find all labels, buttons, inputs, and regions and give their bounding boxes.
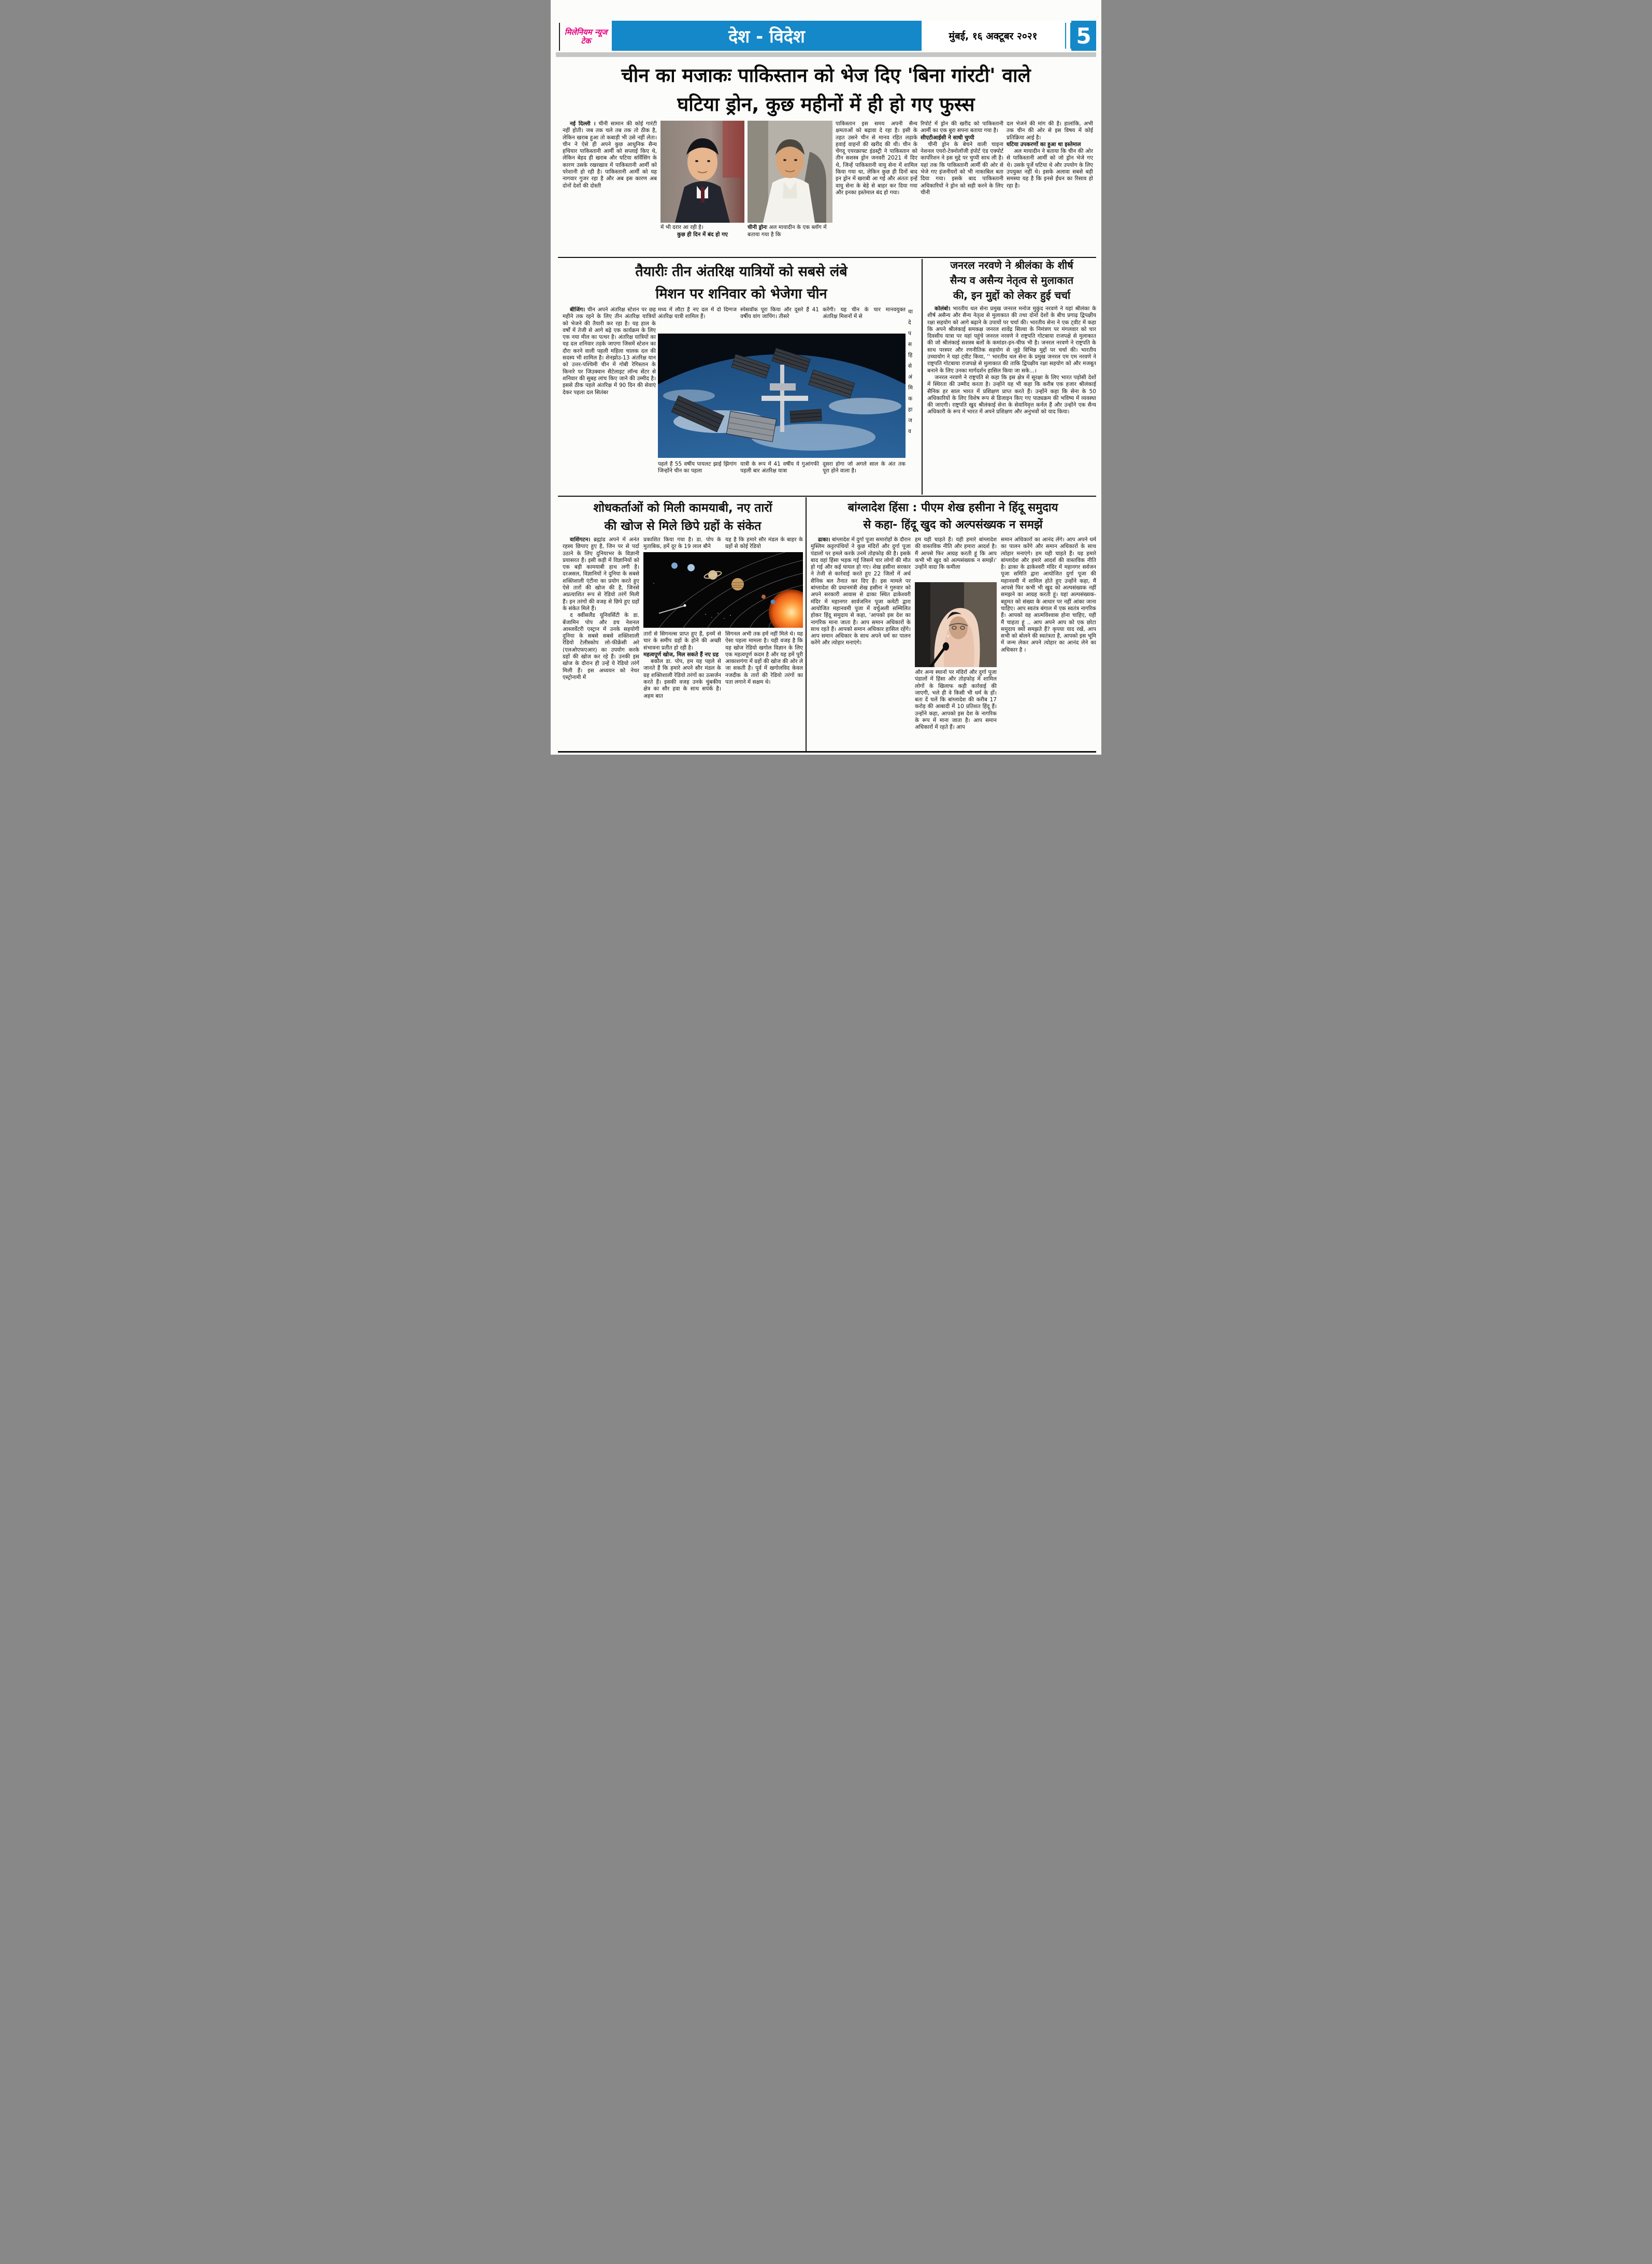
page-number: 5 xyxy=(1071,21,1096,51)
naravane-story-headline xyxy=(927,258,1096,303)
headline-line: शोधकर्ताओं को मिली कामयाबी, नए तारों xyxy=(593,501,772,515)
drone-col-3 xyxy=(836,121,917,254)
bangladesh-col2-top-text: हम यही चाहते हैं। यही हमारे बांग्लादेश की वास्तविक नीति और हमारा आदर्श है। मैं आपसे फिर आग्रह करती हूं कि आप कभी भी खुद को अल्पसंख्यक न समझें।' उन्होंने वादा कि कमीला xyxy=(915,537,997,571)
headline-line: चीन का मजाकः पाकिस्तान को भेज दिए 'बिना गांरटी' वाले xyxy=(621,64,1031,86)
dateline-lead: कोलंबो। xyxy=(935,306,951,312)
sheikh-hasina-photo xyxy=(915,582,997,667)
headline-line: तैयारीः तीन अंतरिक्ष यात्रियों को सबसे लंबे xyxy=(635,264,847,280)
headline-line: की खोज से मिले छिपे ग्रहों के संकेत xyxy=(604,519,762,533)
header-rule xyxy=(556,52,1096,57)
bangladesh-col3-text: समान अधिकारों का आनंद लेंगे। आप अपने धर्म का पालन करेंगे और समान अधिकारों के साथ त्योहार मनाएंगे। हम यही चाहते हैं। यह हमारे बांग्लादेश और हमारे आदर्श की वास्तविक नीति है। ढाका के ढाकेश्वरी मंदिर में महानगर सर्वजन पूजा समिति द्वारा आयोजित दुर्गा पूजा की महानवमी में शामिल होते हुए उन्होंने कहा, मैं आपसे फिर कभी भी खुद को अल्पसंख्यक नहीं समझने का आग्रह करती हूं। यहां अल्पसंख्यक-बहुमत को संख्या के आधार पर नहीं आंका जाना चाहिए। आप स्वतंत्र बंगाल में एक स्वतंत्र नागरिक हैं। आपको वह आत्मविश्वास होना चाहिए, यही मैं चाहता हूं .. आप अपने आप को एक छोटा समुदाय क्यों समझते हैं? कृपया याद रखें, आप सभी को बोलने की स्वतंत्रता है, आपको इस भूमि में जन्म लेकर अपने त्योहार का आनंद लेने का अधिकार है । xyxy=(1001,537,1096,653)
xi-jinping-photo xyxy=(660,121,744,223)
planets-col-3-bottom xyxy=(725,631,803,749)
space-col-3-top xyxy=(740,307,819,331)
xi-photo-caption xyxy=(660,224,744,238)
planets-col2-subhead: महत्वपूर्ण खोज, मिल सकते हैं नए ग्रह xyxy=(643,651,719,658)
drone-story-headline xyxy=(566,61,1086,119)
space-col-2-top xyxy=(658,307,737,331)
dateline: मुंबई, १६ अक्टूबर २०२१ xyxy=(923,21,1064,51)
imran-photo-caption xyxy=(748,224,832,238)
space-col4-top-text: करेंगी। यह चीन के चार मानवयुक्त अंतरिक्ष मिशनों में से xyxy=(823,307,906,320)
drone-col5-p2: अल मायादीन ने बताया कि चीन की ओर से पाकिस्तानी आर्मी को जो ड्रोन भेजे गए थे। उसके पुर्जे घटिया थे और उपयोग के लिए उपयुक्त नहीं थे। इसके अलावा सबसे बड़ी समस्या यह है कि इनसे ईंधन का रिसाव हो रहा है। xyxy=(1007,148,1093,189)
planets-col1-p1: ब्रह्मांड अपने में अनंत रहस्य छिपाए हुए है, जिन पर से पर्दा उठाने के लिए दुनियाभर के विज्ञानी प्रयासरत हैं। इसी कड़ी में विज्ञानियों को एक बड़ी कामयाबी हाथ लगी है। दरअसल, विज्ञानियों ने दुनिया के सबसे शक्तिशाली एंटीना का प्रयोग करते हुए ऐसे तारों की खोज की है, जिनसे अप्रत्याशित रूप से रेडियो तरंगें मिली हैं। इन तरंगों की वजह से छिपे हुए ग्रहों के संकेत मिले हैं। xyxy=(563,537,639,612)
space-col3-top-text: स्पेसवॉक पूरा किया और दूसरे हैं 41 वर्षीय वांग जापिंग। तीसरे xyxy=(740,307,819,320)
planets-col-3-top xyxy=(725,537,803,551)
caption-bold: कुछ ही दिन में बंद हो गए xyxy=(677,231,728,238)
dateline-lead: नई दिल्ली । xyxy=(570,121,596,127)
drone-col1-text: चीनी सामान की कोई गारंटी नहीं होती। जब तक चले तब तक तो ठीक है, लेकिन खराब हुआ तो कबाड़ी भी उसे नहीं लेता। चीन ने ऐसे ही अपने कुछ आधुनिक सैन्य हथियार पाकिस्तानी आर्मी को सप्लाई किए थे, लेकिन बेहद ही खराब और घटिया सर्विसिंग के कारण उसके रखरखाव में पाकिस्तानी आर्मी को परेशानी हो रही है। पाकिस्तानी आर्मी को यह नागवार गुजर रहा है और अब इस कारण अब दोनों देशों की दोस्ती xyxy=(563,121,657,189)
drone-col3-text: पाकिस्तान इस समय अपनी सैन्य क्षमताओं को बढ़ावा दे रहा है। इसी के तहत उसने चीन से मानव रहित लड़ाके हवाई वाहनों की खरीद की थी। चीन के चेंगदू एयरक्राफ्ट इंडस्ट्री ने पाकिस्तान को तीन सशस्त्र ड्रोन जनवरी 2021 में दिए थे, जिन्हें पाकिस्तानी वायु सेना में शामिल किया गया था, लेकिन कुछ ही दिनों बाद इन ड्रोन में खराबी आ गई और अंततः इन्हें वायु सेना के बेड़े से बाहर कर दिया गया और इनका इस्तेमाल बंद हो गया। xyxy=(836,121,917,196)
planets-col-2-top xyxy=(643,537,721,551)
space-col1-text: चीन अपने अंतरिक्ष स्टेशन पर छह महीने तक रहने के लिए तीन अंतरिक्ष यात्रियों को भेजने की तैयारी कर रहा है। यह हाल के वर्षों में तेजी से आगे बढ़े एक कार्यक्रम के लिए एक नया मील का पत्थर है। अंतरिक्ष यात्रियों का यह दल शनिवार तड़के जाएगा जिसमें स्टेशन का दौरा करने वाली पहली महिला चालक दल की सदस्य भी शामिल है। शेनझोउ-13 अंतरिक्ष यान को उत्तर-पश्चिमी चीन में गोबी रेगिस्तान के किनारे पर जिउक्वान सैटेलाइट लॉन्च सेंटर से शनिवार की सुबह लांच किए जाने की उम्मीद है। इससे ठीक पहले अंतरिक्ष में 90 दिन की सेवाएं देकर पहला दल सितंबर xyxy=(563,307,656,396)
dateline-lead: ढाका। xyxy=(818,537,830,543)
planets-col2-p1: तारों से सिगनल्स प्राप्त हुए हैं, इनमें से चार के समीप ग्रहों के होने की अच्छी संभावना प्रतीत हो रही है। xyxy=(643,631,721,651)
bangladesh-col-2-top xyxy=(915,537,997,580)
space-col-5-cropped-fragments: या दे प स हि से अं मि क हा ज व xyxy=(908,309,913,435)
drone-col4-subhead: सीएटीआईसी ने साधी चुप्पी xyxy=(921,134,974,141)
planets-col-1 xyxy=(563,537,639,749)
headline-line: जनरल नरवणे ने श्रीलंका के शीर्ष xyxy=(950,259,1073,271)
iss-photo xyxy=(658,334,906,458)
space-col2-top-text: मध्य में लौटा है नए दल में दो दिग्गज अंतरिक्ष यात्री शामिल हैं। xyxy=(658,307,737,320)
headline-line: बांग्लादेश हिंसा : पीएम शेख हसीना ने हिंदू समुदाय xyxy=(847,501,1058,514)
headline-line: से कहा- हिंदू खुद को अल्पसंख्यक न समझें xyxy=(863,518,1043,531)
bangladesh-col-3 xyxy=(1001,537,1096,750)
headline-line: मिशन पर शनिवार को भेजेगा चीन xyxy=(655,286,827,302)
bangladesh-col-2-bottom xyxy=(915,669,997,750)
drone-col-1 xyxy=(563,121,657,254)
drone-col-5 xyxy=(1007,121,1093,254)
section-title-bar xyxy=(612,21,922,51)
planets-col2-p2: बकौल डा. पोप, हम यह पहले से जानते हैं कि हमारे अपने सौर मंडल के ग्रह शक्तिशाली रेडियो तरंगों का उत्सर्जन करते हैं। इसकी वजह उनके चुंबकीय क्षेत्र का सौर हवा के साथ सपंर्क है। अहम बात xyxy=(643,658,721,699)
naravane-body xyxy=(927,306,1096,494)
planets-col3-top-text: यह है कि हमारे सौर मंडल के बाहर के ग्रहों से कोई रेडियो xyxy=(725,537,803,550)
bangladesh-col-1 xyxy=(811,537,911,750)
planets-col2-top-text: प्रकाशित किया गया है। डा. पोप के मुताबिक, हमें दूर के 19 लाल बौने xyxy=(643,537,721,550)
bangladesh-story-headline xyxy=(810,499,1096,533)
planets-col-2-bottom xyxy=(643,631,721,749)
solar-system-illustration xyxy=(643,552,803,628)
space-col-1 xyxy=(563,307,656,493)
space-col-3-bottom xyxy=(740,461,819,491)
planets-col3-p1: सिगनल अभी तक हमें नहीं मिले थे। यह ऐसा पहला मामला है। यही वजह है कि यह खोज रेडियो खगोल विज्ञान के लिए एक महत्वपूर्ण कदम है और यह हमें पूरी आकाशगंगा में ग्रहों की खोज की ओर ले जा सकती है। पूर्व में खगोलविद केवल नजदीक के तारों की रेडियो तरंगों का पता लगाने में सक्षम थे। xyxy=(725,631,803,686)
naravane-p2: जनरल नरवणे ने राष्ट्रपति से कहा कि इस क्षेत्र में सुरक्षा के लिए भारत पड़ोसी देशों में स्थिरता की उम्मीद करता है। उन्होंने यह भी कहा कि करीब एक हजार श्रीलंकाई सैनिक हर साल भारत में प्रशिक्षण प्राप्त करते हैं। उन्होंने कहा कि सेना के 50 अधिकारियों के लिए विशेष रूप से डिजाइन किए गए पाठ्यक्रम की भविष्य में व्यवस्था की जाएगी। राष्ट्रपति खुद श्रीलंकाई सेना के सेवानिवृत्त कर्नल हैं और उन्होंने एक सैन्य अधिकारी के रूप में भारत में अपने प्रशिक्षण और अनुभवों को याद किया। xyxy=(927,374,1096,415)
column-divider xyxy=(922,259,923,495)
drone-col4-p1: रिपोर्ट में ड्रोन की खरीद को पाकिस्तानी आर्मी का एक बुरा सपना बताया गया है। xyxy=(921,121,1003,134)
masthead: मिलेनियम न्यूज टेक xyxy=(559,23,612,51)
drone-col-4 xyxy=(921,121,1003,254)
space-story-headline xyxy=(563,261,920,305)
space-col3-bottom-text: यात्री के रूप में 41 वर्षीय ये गुआंगफी पहली बार अंतरिक्ष यात्रा xyxy=(740,461,819,474)
headline-line: की, इन मुद्दों को लेकर हुई चर्चा xyxy=(953,289,1071,301)
space-col-4-top xyxy=(823,307,906,331)
imran-khan-photo xyxy=(748,121,832,223)
space-col2-bottom-text: पहले हैं 55 वर्षीय पायलट झाई झिगांग जिन्होंने चीन का पहला xyxy=(658,461,737,474)
bangladesh-col2-bottom-text: और अन्य स्थानों पर मंदिरों और दुर्गा पूजा पंडालों में हिंसा और तोड़फोड़ में शामिल लोगों के खिलाफ कड़ी कार्रवाई की जाएगी, भले ही वे किसी भी धर्म के हों। बता दें चलें कि बांग्लादेश की करीब 17 करोड़ की आबादी में 10 प्रतिशत हिंदू हैं। उन्होंने कहा, आपको इस देश के नागरिक के रूप में माना जाता है। आप समान अधिकारों में रहते हैं। आप xyxy=(915,669,997,731)
bottom-rule xyxy=(558,751,1096,753)
planets-col1-p2: द क्वींसलैंड यूनिवर्सिटी के डा. बेंजामिन पोप और डच नेशनल आब्जर्वेटरी एस्ट्रान में उनके सहयोगी दुनिया के सबसे सबसे शक्तिशाली रेडियो टेलीस्कोप लो-फीक्रेंसी अरे (एलओएफएआर) का उपयोग करके ग्रहों की खोज कर रहे हैं। उनकी इस खोज के दौरान ही उन्हें ये रेडियो तरंगें मिली हैं। इस अध्ययन को नेचर एस्ट्रोनामी में xyxy=(563,612,639,681)
caption-text: अल मायादीन के एक ब्लॉग में बताया गया है कि xyxy=(748,224,827,238)
caption-lead: चीनी ड्रोनः xyxy=(748,224,767,230)
caption-continuation: में भी दरार आ रही है। xyxy=(660,224,703,230)
dateline-lead: वाशिंगटन। xyxy=(570,537,591,543)
bangladesh-col1-text: बांग्लादेश में दुर्गा पूजा समारोहों के दौरान मुस्लिम कट्टरपंथियों ने कुछ मंदिरों और दुर्गा पूजा पंडालों पर हमले करके उनमें तोड़फोड़ की है। इसके बाद वहां हिंसा भड़क गई जिसमें चार लोगों की मौत हो गई और कई घायल हो गए। शेख हसीना सरकार ने तेजी से कार्रवाई करते हुए 22 जिलों में अर्ध सैनिक बल तैनात कर दिए हैं। इस मामले पर बांग्लादेश की प्रधानमंत्री शेख हसीना ने गुरुवार को अपने सरकारी आवास से ढाका स्थित ढाकेश्वरी मंदिर में महानगर सार्वजनिन पूजा कमेटी द्वारा आयोजित महानवमी पूजा में वर्चुअली सम्मिलित होकर हिंदू समुदाय से कहा, 'आपको इस देश का नागरिक माना जाता है। आप समान अधिकारों के साथ रहते हैं। आपको समान अधिकार हासिल रहेंगे। आप समान अधिकार के साथ अपने धर्म का पालन करेंगे और त्योहार मनाएंगे। xyxy=(811,537,911,646)
headline-line: सैन्य व असैन्य नेतृत्व से मुलाकात xyxy=(950,274,1074,286)
column-divider xyxy=(806,497,807,751)
space-col-4-bottom xyxy=(823,461,906,491)
drone-col4-p2: चीनी ड्रोन के बेचने वाली चाइना नेशनल एयरो-टेक्नोलॉजी इंपोर्ट एंड एक्पोर्ट कार्पोरेशन ने इस मुद्दे पर चुप्पी साध ली है। यहां तक कि पाकिस्तानी आर्मी की ओर से भेजे गए इंजनीयरों को भी नाकाबिल बता दिया गया। इसके बाद पाकिस्तानी अधिकारियों ने ड्रोन को सही करने के लिए चीनी xyxy=(921,141,1003,196)
newspaper-page xyxy=(551,0,1101,755)
drone-col5-p1: दल भेजने की मांग की है। हालांकि, अभी तक चीन की ओर से इस विषय में कोई प्रतिक्रिया आई है। xyxy=(1007,121,1093,141)
page-number-divider xyxy=(1065,23,1071,49)
headline-line: घटिया ड्रोन, कुछ महीनों में ही हो गए फुस्स xyxy=(677,93,975,116)
space-col4-bottom-text: दूसरा होगा जो अगले साल के अंत तक पूरा होने वाला है। xyxy=(823,461,906,474)
space-col-2-bottom xyxy=(658,461,737,491)
planets-story-headline xyxy=(563,499,803,535)
section-rule xyxy=(558,496,1096,497)
dateline-lead: बीजिंग। xyxy=(570,307,585,313)
drone-col5-subhead: घटिया उपकरणों का हुआ था इस्तेमाल xyxy=(1007,141,1081,148)
section-title: देश - विदेश xyxy=(728,26,805,47)
naravane-p1: भारतीय थल सेना प्रमुख जनरल मनोज मुकुंद नरवणे ने यहां श्रीलंका के शीर्ष असैन्य और सैन्य नेतृत्व से मुलाकात की तथा दोनों देशों के बीच प्रगाढ़ द्विपक्षीय रक्षा सहयोग को आगे बढ़ाने के उपायों पर चर्चा की। भारतीय सेना ने एक ट्वीट में कहा कि अपने श्रीलंकाई समकक्ष जनरल शावेंद्र सिल्वा के निमंत्रण पर मंगलवार को चार दिवसीय यात्रा पर यहां पहुंचे जनरल नरवणे ने राष्ट्रपति गोटबाया राजपक्षे से मुलाकात की जो श्रीलंकाई सशस्त्र बलों के कमांडर-इन-चीफ भी है। जनरल नरवणे ने राष्ट्रपति के साथ परस्पर और रणनीतिक सहयोग से जुड़े विभिन्न मुद्दों पर चर्चा की। भारतीय उच्चायोग ने यहां ट्वीट किया, '' भारतीय थल सेना के प्रमुख जनरल एम एम नरवणे ने राष्ट्रपति गोटबाया राजपक्षे से मुलाकात की ताकि द्विपक्षीय रक्षा सहयोग को और मजबूत बनाने के लिए उनका मार्गदर्शन हासिल किया जा सके...। xyxy=(927,306,1096,374)
